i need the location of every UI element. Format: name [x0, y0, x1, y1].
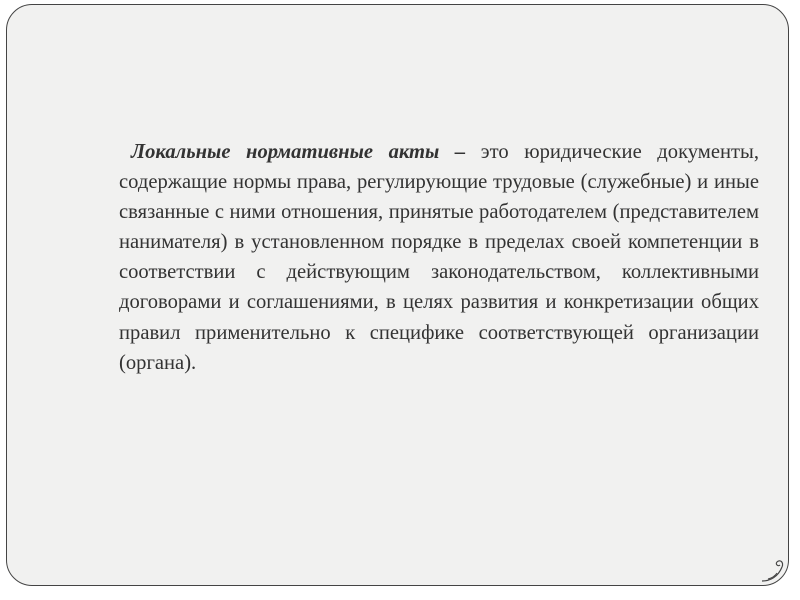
corner-scroll-icon	[760, 557, 786, 583]
defined-term: Локальные нормативные акты –	[131, 141, 466, 163]
slide-frame	[6, 4, 789, 586]
definition-paragraph	[119, 137, 759, 378]
definition-text: это юридические документы, содержащие нормы права, регулирующие трудовые (служебные) и иные связанные с ними отношения, принятые работодателем (представителем нанимателя) в установленном порядке в пределах своей компетенции в соответствии с действующим законодательством, коллективными договорами и соглашениями, в целях развития и конкретизации общих правил применительно к специфике соответствующей организации (органа).	[119, 141, 759, 374]
